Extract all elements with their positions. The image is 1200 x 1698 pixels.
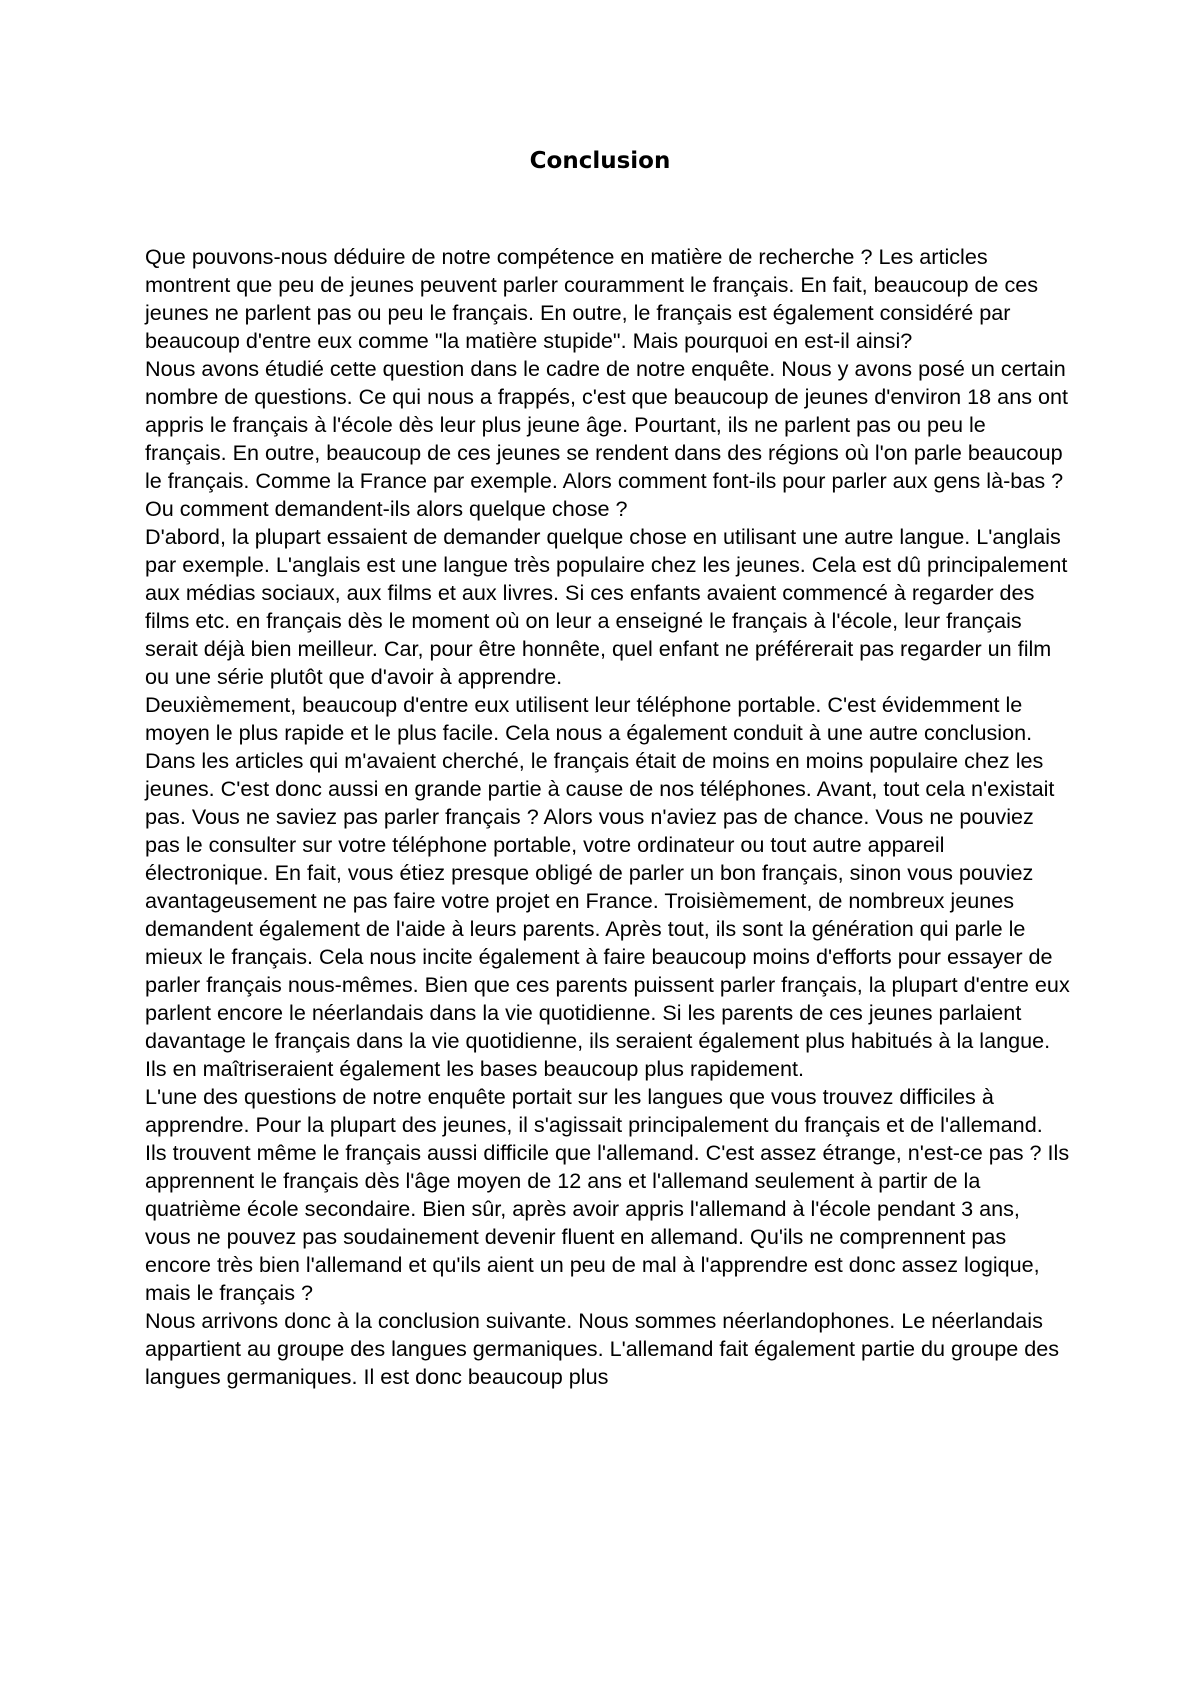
paragraph: Deuxièmement, beaucoup d'entre eux utilisent leur téléphone portable. C'est évidemment le moyen le plus rapide et le plus facile. Cela nous a également conduit à une autre conclusion. Dans les articles qui m'avaient cherché, le français était de moins en moins populaire chez les jeunes. C'est donc aussi en grande partie à cause de nos téléphones. Avant, tout cela n'existait pas. Vous ne saviez pas parler français ? Alors vous n'aviez pas de chance. Vous ne pouviez pas le consulter sur votre téléphone portable, votre ordinateur ou tout autre appareil électronique. En fait, vous étiez presque obligé de parler un bon français, sinon vous pouviez avantageusement ne pas faire votre projet en France. Troisièmement, de nombreux jeunes demandent également de l'aide à leurs parents. Après tout, ils sont la génération qui parle le mieux le français. Cela nous incite également à faire beaucoup moins d'efforts pour essayer de parler français nous-mêmes. Bien que ces parents puissent parler français, la plupart d'entre eux parlent encore le néerlandais dans la vie quotidienne. Si les parents de ces jeunes parlaient davantage le français dans la vie quotidienne, ils seraient également plus habitués à la langue. Ils en maîtriseraient également les bases beaucoup plus rapidement.	[145, 692, 1070, 1081]
paragraph: Nous avons étudié cette question dans le cadre de notre enquête. Nous y avons posé un certain nombre de questions. Ce qui nous a frappés, c'est que beaucoup de jeunes d'environ 18 ans ont appris le français à l'école dès leur plus jeune âge. Pourtant, ils ne parlent pas ou peu le français. En outre, beaucoup de ces jeunes se rendent dans des régions où l'on parle beaucoup le français. Comme la France par exemple. Alors comment font-ils pour parler aux gens là-bas ? Ou comment demandent-ils alors quelque chose ?	[145, 356, 1069, 521]
body-text	[145, 243, 1070, 1391]
paragraph: Que pouvons-nous déduire de notre compétence en matière de recherche ? Les articles montrent que peu de jeunes peuvent parler couramment le français. En fait, beaucoup de ces jeunes ne parlent pas ou peu le français. En outre, le français est également considéré par beaucoup d'entre eux comme "la matière stupide". Mais pourquoi en est-il ainsi?	[145, 244, 1039, 353]
paragraph: D'abord, la plupart essaient de demander quelque chose en utilisant une autre langue. L'anglais par exemple. L'anglais est une langue très populaire chez les jeunes. Cela est dû principalement aux médias sociaux, aux films et aux livres. Si ces enfants avaient commencé à regarder des films etc. en français dès le moment où on leur a enseigné le français à l'école, leur français serait déjà bien meilleur. Car, pour être honnête, quel enfant ne préférerait pas regarder un film ou une série plutôt que d'avoir à apprendre.	[145, 524, 1068, 689]
paragraph: L'une des questions de notre enquête portait sur les langues que vous trouvez difficiles à apprendre. Pour la plupart des jeunes, il s'agissait principalement du français et de l'allemand. Ils trouvent même le français aussi difficile que l'allemand. C'est assez étrange, n'est-ce pas ? Ils apprennent le français dès l'âge moyen de 12 ans et l'allemand seulement à partir de la quatrième école secondaire. Bien sûr, après avoir appris l'allemand à l'école pendant 3 ans, vous ne pouvez pas soudainement devenir fluent en allemand. Qu'ils ne comprennent pas encore très bien l'allemand et qu'ils aient un peu de mal à l'apprendre est donc assez logique, mais le français ?	[145, 1084, 1070, 1305]
page-title: Conclusion	[529, 148, 671, 174]
paragraph: Nous arrivons donc à la conclusion suivante. Nous sommes néerlandophones. Le néerlandais appartient au groupe des langues germaniques. L'allemand fait également partie du groupe des langues germaniques. Il est donc beaucoup plus	[145, 1308, 1060, 1389]
